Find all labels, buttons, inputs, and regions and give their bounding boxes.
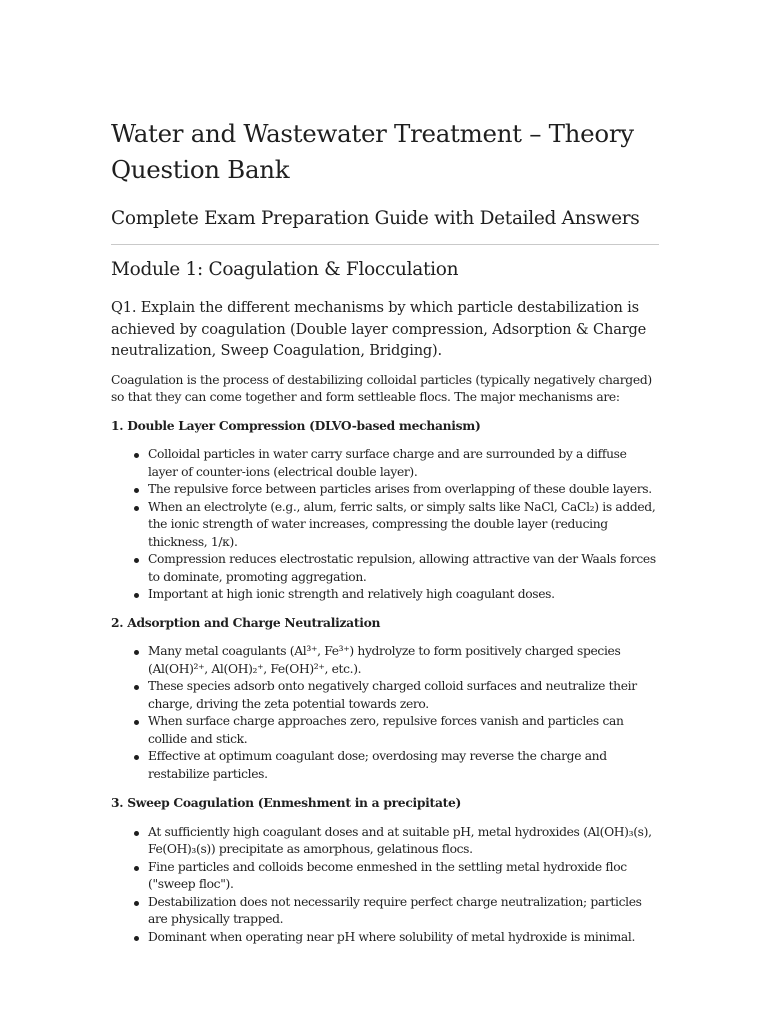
module-heading: Module 1: Coagulation & Flocculation (111, 259, 459, 280)
bullet-dot-icon (134, 558, 139, 563)
list-item (148, 678, 659, 713)
list-item (148, 859, 659, 894)
bullet-dot-icon (134, 831, 139, 836)
list-item-text: At sufficiently high coagulant doses and at suitable pH, metal hydroxides (Al(OH)₃(s), Fe(OH)₃(s)) precipitate as amorphous, gelatinous flocs. (148, 824, 652, 856)
mechanism-heading: 2. Adsorption and Charge Neutralization (111, 614, 381, 630)
list-item-text: These species adsorb onto negatively charged colloid surfaces and neutralize their charge, driving the zeta potential towards zero. (148, 679, 637, 711)
document-title: Water and Wastewater Treatment – Theory Question Bank (111, 119, 634, 184)
bullet-dot-icon (134, 453, 139, 458)
list-item-text: Destabilization does not necessarily require perfect charge neutralization; particles are physically trapped. (148, 894, 642, 926)
bullet-dot-icon (134, 593, 139, 598)
list-item (148, 551, 659, 586)
list-item-text: Effective at optimum coagulant dose; overdosing may reverse the charge and restabilize particles. (148, 749, 607, 781)
bullet-dot-icon (134, 685, 139, 690)
bullet-dot-icon (134, 866, 139, 871)
list-item-text: When surface charge approaches zero, repulsive forces vanish and particles can collide and stick. (148, 714, 624, 746)
mechanism-section-sweep (111, 794, 659, 946)
list-item (148, 713, 659, 748)
bullet-dot-icon (134, 755, 139, 760)
list-item (148, 748, 659, 783)
mechanism-heading: 1. Double Layer Compression (DLVO-based mechanism) (111, 417, 481, 433)
list-item (148, 894, 659, 929)
mechanism-section-charge-neutralization (111, 614, 659, 784)
list-item (148, 824, 659, 859)
list-item-text: When an electrolyte (e.g., alum, ferric salts, or simply salts like NaCl, CaCl₂) is added, the ionic strength of water increases, compressing the double layer (reducing thickness, 1/κ). (148, 499, 656, 549)
list-item (148, 499, 659, 552)
list-item-text: Fine particles and colloids become enmeshed in the settling metal hydroxide floc ("sweep floc"). (148, 859, 627, 891)
bullet-list (111, 643, 659, 783)
list-item (148, 643, 659, 678)
list-item-text: Dominant when operating near pH where solubility of metal hydroxide is minimal. (148, 929, 636, 944)
list-item (148, 586, 659, 604)
intro-paragraph: Coagulation is the process of destabilizing colloidal particles (typically negatively charged) so that they can come together and form settleable flocs. The major mechanisms are: (111, 372, 652, 404)
list-item (148, 446, 659, 481)
mechanism-section-double-layer (111, 417, 659, 604)
list-item-text: Colloidal particles in water carry surface charge and are surrounded by a diffuse layer of counter-ions (electrical double layer). (148, 447, 627, 479)
bullet-dot-icon (134, 720, 139, 725)
question-heading: Q1. Explain the different mechanisms by which particle destabilization is achieved by coagulation (Double layer compression, Adsorption & Charge neutralization, Sweep Coagulation, Bridging). (111, 299, 647, 359)
bullet-list (111, 446, 659, 604)
list-item-text: The repulsive force between particles arises from overlapping of these double layers. (148, 482, 652, 496)
mechanism-heading: 3. Sweep Coagulation (Enmeshment in a precipitate) (111, 795, 462, 810)
list-item (148, 481, 659, 499)
list-item-text: Compression reduces electrostatic repulsion, allowing attractive van der Waals forces to dominate, promoting aggregation. (148, 552, 656, 584)
document-page (111, 116, 659, 946)
bullet-dot-icon (134, 506, 139, 511)
list-item-text: Many metal coagulants (Al³⁺, Fe³⁺) hydrolyze to form positively charged species (Al(OH)²⁺, Al(OH)₂⁺, Fe(OH)²⁺, etc.). (148, 644, 621, 676)
list-item (148, 929, 659, 947)
bullet-list (111, 824, 659, 947)
list-item-text: Important at high ionic strength and relatively high coagulant doses. (148, 587, 555, 601)
bullet-dot-icon (134, 488, 139, 493)
document-subtitle: Complete Exam Preparation Guide with Detailed Answers (111, 208, 640, 229)
bullet-dot-icon (134, 936, 139, 941)
section-divider (111, 244, 659, 245)
bullet-dot-icon (134, 650, 139, 655)
bullet-dot-icon (134, 901, 139, 906)
